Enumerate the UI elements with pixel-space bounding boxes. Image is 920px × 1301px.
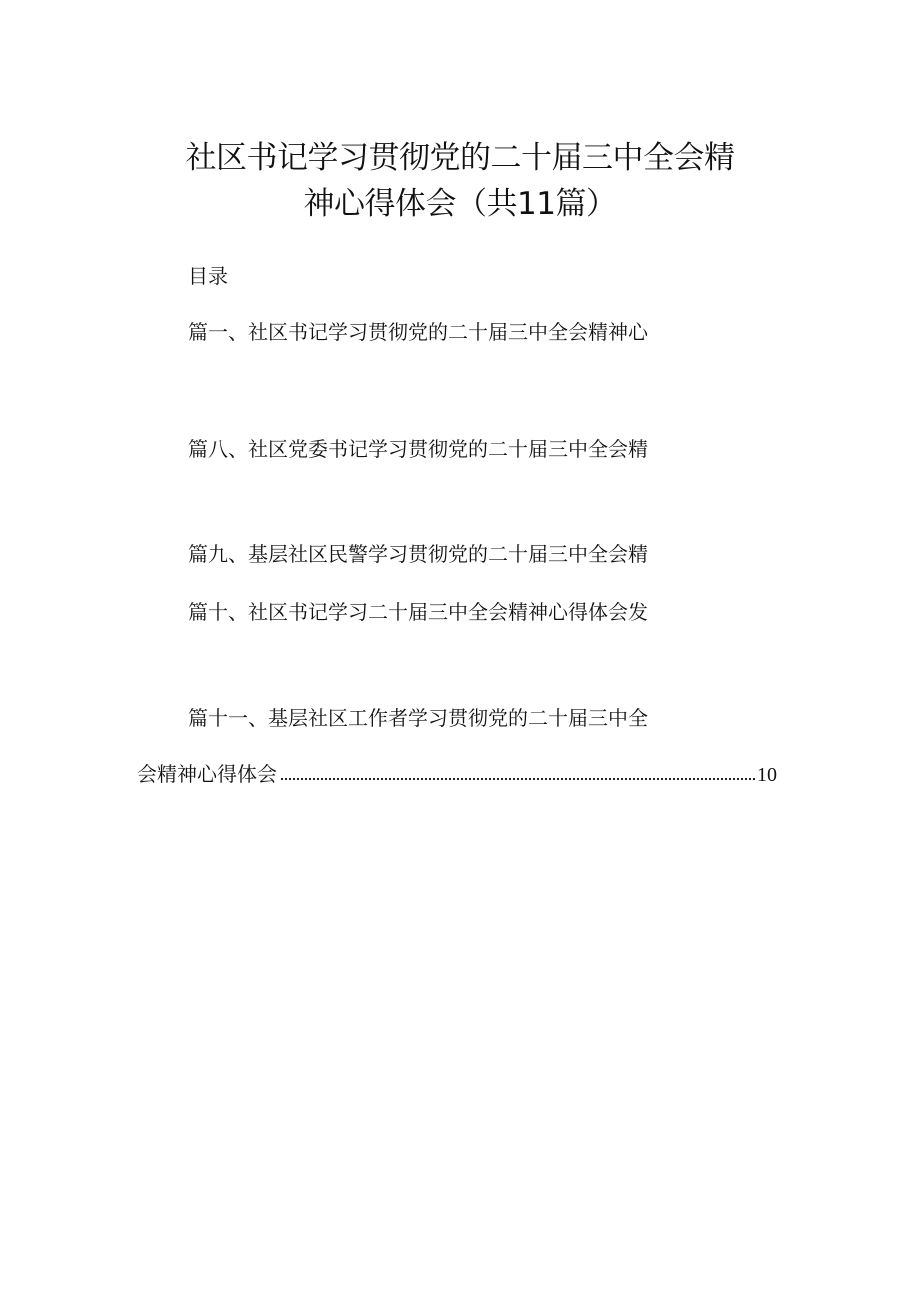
toc-entry-continuation-text: 会精神心得体会 bbox=[137, 762, 277, 786]
toc-entry[interactable]: 篇一、社区书记学习贯彻党的二十届三中全会精神心 bbox=[188, 320, 648, 344]
toc-dot-leader bbox=[281, 760, 755, 780]
toc-entry[interactable]: 篇九、基层社区民警学习贯彻党的二十届三中全会精 bbox=[188, 542, 648, 566]
toc-entry[interactable]: 篇十一、基层社区工作者学习贯彻党的二十届三中全 bbox=[188, 706, 648, 730]
toc-entry[interactable]: 篇十、社区书记学习二十届三中全会精神心得体会发 bbox=[188, 600, 648, 624]
toc-entry[interactable]: 篇八、社区党委书记学习贯彻党的二十届三中全会精 bbox=[188, 437, 648, 461]
document-title-line-2: 神心得体会（共11篇） bbox=[303, 186, 617, 222]
toc-page-number: 10 bbox=[757, 764, 777, 786]
toc-heading: 目录 bbox=[188, 264, 228, 288]
toc-entry-continuation[interactable] bbox=[137, 760, 777, 788]
document-title-line-1: 社区书记学习贯彻党的二十届三中全会精 bbox=[185, 140, 735, 176]
